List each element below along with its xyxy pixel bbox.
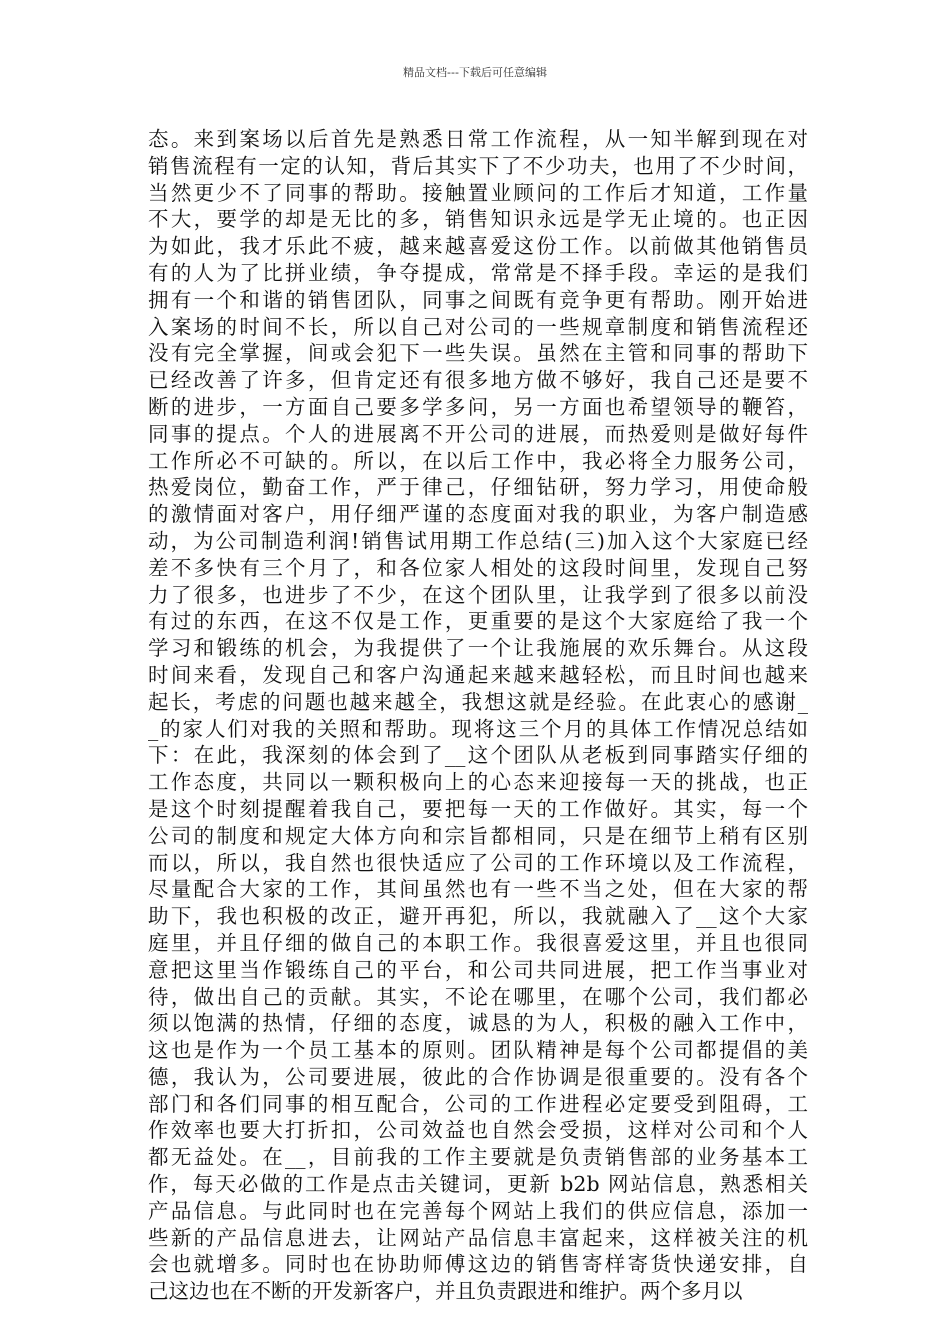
body-line: 助下，我也积极的改正，避开再犯，所以，我就融入了__这个大家 <box>148 904 808 929</box>
body-line: 庭里，并且仔细的做自己的本职工作。我很喜爱这里，并且也很同 <box>148 930 808 955</box>
body-line: 入案场的时间不长，所以自己对公司的一些规章制度和销售流程还 <box>148 314 808 339</box>
body-line: 会也就增多。同时也在协助师傅这边的销售寄样寄货快递安排，自 <box>148 1252 808 1277</box>
body-line: 断的进步，一方面自己要多学多问，另一方面也希望领导的鞭笞， <box>148 394 808 419</box>
body-line: 不大，要学的却是无比的多，销售知识永远是学无止境的。也正因 <box>148 207 808 232</box>
body-line: 同事的提点。个人的进展离不开公司的进展，而热爱则是做好每件 <box>148 421 808 446</box>
body-line: 已经改善了许多，但肯定还有很多地方做不够好，我自己还是要不 <box>148 368 808 393</box>
body-line: 产品信息。与此同时也在完善每个网站上我们的供应信息，添加一 <box>148 1198 808 1223</box>
body-line: 为如此，我才乐此不疲，越来越喜爱这份工作。以前做其他销售员 <box>148 234 808 259</box>
body-line: 都无益处。在__，目前我的工作主要就是负责销售部的业务基本工 <box>148 1145 808 1170</box>
body-line: 己这边也在不断的开发新客户，并且负责跟进和维护。两个多月以 <box>148 1279 743 1304</box>
body-line: 而以，所以，我自然也很快适应了公司的工作环境以及工作流程， <box>148 850 808 875</box>
body-line: 意把这里当作锻练自己的平台，和公司共同进展，把工作当事业对 <box>148 957 808 982</box>
page-header: 精品文档---下载后可任意编辑 <box>403 66 547 79</box>
body-line: 公司的制度和规定大体方向和宗旨都相同，只是在细节上稍有区别 <box>148 823 808 848</box>
body-line: 尽量配合大家的工作，其间虽然也有一些不当之处，但在大家的帮 <box>148 877 808 902</box>
body-line: 差不多快有三个月了，和各位家人相处的这段时间里，发现自己努 <box>148 555 808 580</box>
body-line: 些新的产品信息进去，让网站产品信息丰富起来，这样被关注的机 <box>148 1225 808 1250</box>
body-line: 须以饱满的热情，仔细的态度，诚恳的为人，积极的融入工作中， <box>148 1011 808 1036</box>
body-line: _的家人们对我的关照和帮助。现将这三个月的具体工作情况总结如 <box>148 716 808 741</box>
body-line: 起长，考虑的问题也越来越全，我想这就是经验。在此衷心的感谢_ <box>148 689 808 714</box>
body-line: 有的人为了比拼业绩，争夺提成，常常是不择手段。幸运的是我们 <box>148 260 808 285</box>
body-line: 这也是作为一个员工基本的原则。团队精神是每个公司都提倡的美 <box>148 1038 808 1063</box>
document-body <box>148 126 808 1305</box>
body-line: 力了很多，也进步了不少，在这个团队里，让我学到了很多以前没 <box>148 582 808 607</box>
body-line: 有过的东西，在这不仅是工作，更重要的是这个大家庭给了我一个 <box>148 609 808 634</box>
body-line: 热爱岗位，勤奋工作，严于律己，仔细钻研，努力学习，用使命般 <box>148 475 808 500</box>
body-line: 作，每天必做的工作是点击关键词，更新 b2b 网站信息，熟悉相关 <box>148 1172 808 1197</box>
body-line: 的激情面对客户，用仔细严谨的态度面对我的职业，为客户制造感 <box>148 502 808 527</box>
body-line: 德，我认为，公司要进展，彼此的合作协调是很重要的。没有各个 <box>148 1064 808 1089</box>
body-line: 工作态度，共同以一颗积极向上的心态来迎接每一天的挑战，也正 <box>148 770 808 795</box>
body-line: 拥有一个和谐的销售团队，同事之间既有竞争更有帮助。刚开始进 <box>148 287 808 312</box>
body-line: 部门和各们同事的相互配合，公司的工作进程必定要受到阻碍，工 <box>148 1091 808 1116</box>
body-line: 态。来到案场以后首先是熟悉日常工作流程，从一知半解到现在对 <box>148 127 808 151</box>
body-line: 待，做出自己的贡献。其实，不论在哪里，在哪个公司，我们都必 <box>148 984 808 1009</box>
body-line: 作效率也要大打折扣，公司效益也自然会受损，这样对公司和个人 <box>148 1118 808 1143</box>
body-line: 时间来看，发现自己和客户沟通起来越来越轻松，而且时间也越来 <box>148 662 808 687</box>
body-line: 没有完全掌握，间或会犯下一些失误。虽然在主管和同事的帮助下 <box>148 341 808 366</box>
body-line: 是这个时刻提醒着我自己，要把每一天的工作做好。其实，每一个 <box>148 796 808 821</box>
body-line: 工作所必不可缺的。所以，在以后工作中，我必将全力服务公司， <box>148 448 808 473</box>
body-line: 当然更少不了同事的帮助。接触置业顾问的工作后才知道，工作量 <box>148 180 808 205</box>
body-line: 动，为公司制造利润!销售试用期工作总结(三)加入这个大家庭已经 <box>148 528 808 553</box>
body-line: 销售流程有一定的认知，背后其实下了不少功夫，也用了不少时间， <box>148 153 808 178</box>
body-line: 下：在此，我深刻的体会到了__这个团队从老板到同事踏实仔细的 <box>148 743 808 768</box>
body-line: 学习和锻练的机会，为我提供了一个让我施展的欢乐舞台。从这段 <box>148 636 808 661</box>
